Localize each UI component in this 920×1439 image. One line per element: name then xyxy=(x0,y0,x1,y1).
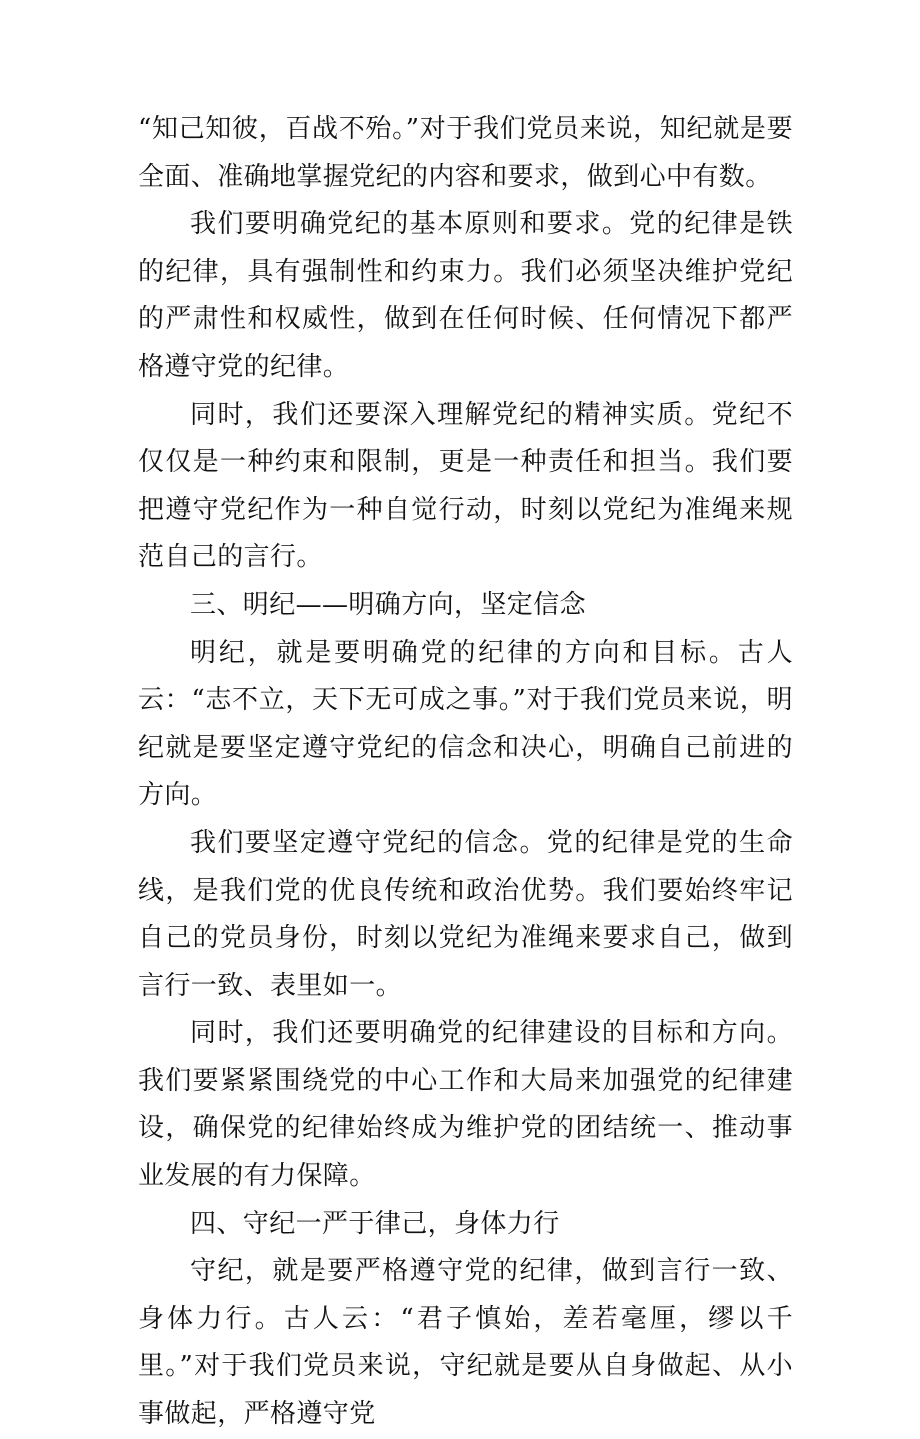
paragraph-5: 我们要坚定遵守党纪的信念。党的纪律是党的生命线，是我们党的优良传统和政治优势。我们要始终牢记自己的党员身份，时刻以党纪为准绳来要求自己，做到言行一致、表里如一。 xyxy=(138,827,793,1001)
section-heading-4: 四、守纪一严于律己，身体力行 xyxy=(190,1208,560,1239)
document-body xyxy=(138,106,793,1439)
paragraph-1: “知己知彼，百战不殆。”对于我们党员来说，知纪就是要全面、准确地掌握党纪的内容和要求，做到心中有数。 xyxy=(138,114,793,192)
paragraph-6: 同时，我们还要明确党的纪律建设的目标和方向。我们要紧紧围绕党的中心工作和大局来加强党的纪律建设，确保党的纪律始终成为维护党的团结统一、推动事业发展的有力保障。 xyxy=(138,1018,793,1192)
paragraph-3: 同时，我们还要深入理解党纪的精神实质。党纪不仅仅是一种约束和限制，更是一种责任和担当。我们要把遵守党纪作为一种自觉行动，时刻以党纪为准绳来规范自己的言行。 xyxy=(138,399,793,573)
paragraph-2: 我们要明确党纪的基本原则和要求。党的纪律是铁的纪律，具有强制性和约束力。我们必须坚决维护党纪的严肃性和权威性，做到在任何时候、任何情况下都严格遵守党的纪律。 xyxy=(138,209,793,382)
paragraph-7: 守纪，就是要严格遵守党的纪律，做到言行一致、身体力行。古人云：“君子慎始，差若毫厘，缪以千里。”对于我们党员来说，守纪就是要从自身做起、从小事做起，严格遵守党 xyxy=(138,1256,793,1430)
paragraph-4: 明纪，就是要明确党的纪律的方向和目标。古人云：“志不立，天下无可成之事。”对于我们党员来说，明纪就是要坚定遵守党纪的信念和决心，明确自己前进的方向。 xyxy=(138,637,793,811)
section-heading-3: 三、明纪——明确方向，坚定信念 xyxy=(190,589,587,620)
